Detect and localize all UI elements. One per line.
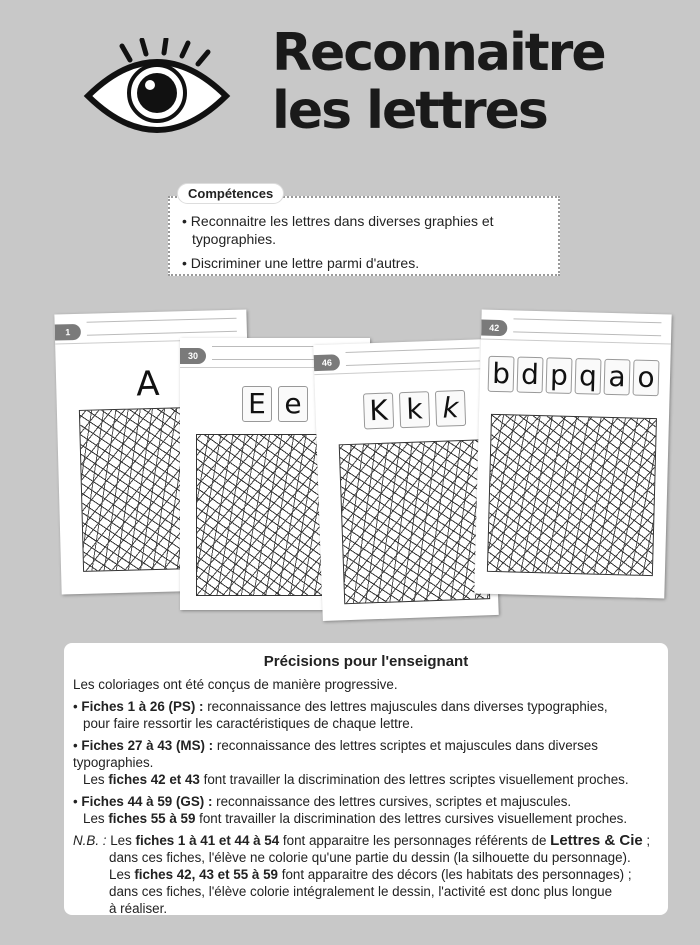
notes-item-gs-label: Fiches 44 à 59 (GS) : [81,794,213,809]
coloring-pattern [339,439,490,604]
letter-card: K [363,392,394,429]
target-letter: A [135,363,161,405]
competences-label: Compétences [177,183,284,204]
nb-line5: à réaliser. [109,901,168,916]
sheet-number: 1 [55,324,81,341]
notes-item-ms-label: Fiches 27 à 43 (MS) : [81,738,214,753]
teacher-notes-title: Précisions pour l'enseignant [263,653,469,670]
sheet-number: 30 [180,348,206,364]
notes-text: font apparaitre les personnages référents de [279,833,551,848]
teacher-notes-body [73,676,663,922]
competence-item: • Reconnaitre les lettres dans diverses graphies et typographies. [182,213,494,247]
notes-text: Les [83,772,109,787]
notes-item-ms: • Fiches 27 à 43 (MS) : reconnaissance des lettres scriptes et majuscules dans diverses typographies. Les fiches 42 et 43 font travailler la discrimination des lettres scriptes visuellement proches. [73,738,629,787]
title-line-2: les lettres [272,81,547,141]
sheet-number: 42 [481,320,507,337]
notes-nb [73,832,663,917]
notes-text: Les [109,867,135,882]
notes-sheet-range: fiches 42 et 43 [108,772,200,787]
notes-item-ps-line2: pour faire ressortir les caractéristiques de chaque lettre. [83,716,414,731]
notes-intro: Les coloriages ont été conçus de manière progressive. [73,677,398,692]
letter-card: b [488,356,515,393]
notes-text: Les [106,833,136,848]
letter-card: E [242,386,272,422]
letter-card: o [633,360,660,397]
eye-icon [82,38,232,138]
sheet-number: 46 [314,354,341,371]
notes-item-ms-text: reconnaissance des lettres scriptes et majuscules dans diverses typographies. [73,738,598,770]
letter-card: p [546,357,573,394]
notes-item-ps-text: reconnaissance des lettres majuscules dans diverses typographies, [203,699,608,714]
notes-text: font travailler la discrimination des lettres scriptes visuellement proches. [199,772,629,787]
coloring-pattern [487,414,657,576]
notes-text: ; [642,833,651,848]
worksheet-preview-46 [313,339,499,621]
brand-name: Lettres & Cie [550,832,643,849]
notes-sheet-range: fiches 55 à 59 [108,811,196,826]
notes-item-ps: • Fiches 1 à 26 (PS) : reconnaissance des lettres majuscules dans diverses typographies, pour faire ressortir les caractéristiques de chaque lettre. [73,699,608,731]
notes-sheet-range: fiches 1 à 41 et 44 à 54 [135,833,280,848]
competences-list [182,212,562,278]
page-title [272,24,605,140]
teacher-notes-box [64,643,668,915]
notes-item-gs: • Fiches 44 à 59 (GS) : reconnaissance des lettres cursives, scriptes et majuscules. Les fiches 55 à 59 font travailler la discrimination des lettres cursives visuellement proches. [73,794,628,826]
letter-card: a [604,359,631,396]
letter-card: q [575,358,602,395]
letter-card: e [278,386,308,422]
nb-line4: dans ces fiches, l'élève colorie intégralement le dessin, l'activité est donc plus longue [109,884,613,899]
notes-item-gs-text: reconnaissance des lettres cursives, scriptes et majuscules. [212,794,572,809]
notes-text: font travailler la discrimination des lettres cursives visuellement proches. [195,811,628,826]
letter-card: k [435,390,466,427]
notes-text: font apparaitre des décors (les habitats des personnages) ; [278,867,632,882]
competence-item: • Discriminer une lettre parmi d'autres. [182,255,420,271]
title-line-1: Reconnaitre [272,23,605,83]
letter-card: d [517,357,544,394]
letter-card: k [399,391,430,428]
notes-sheet-range: fiches 42, 43 et 55 à 59 [134,867,278,882]
nb-label: N.B. : [73,833,107,848]
worksheet-preview-42 [474,310,671,599]
nb-line2: dans ces fiches, l'élève ne colorie qu'une partie du dessin (la silhouette du personnage). [109,850,631,865]
notes-item-ps-label: Fiches 1 à 26 (PS) : [81,699,204,714]
notes-text: Les [83,811,109,826]
